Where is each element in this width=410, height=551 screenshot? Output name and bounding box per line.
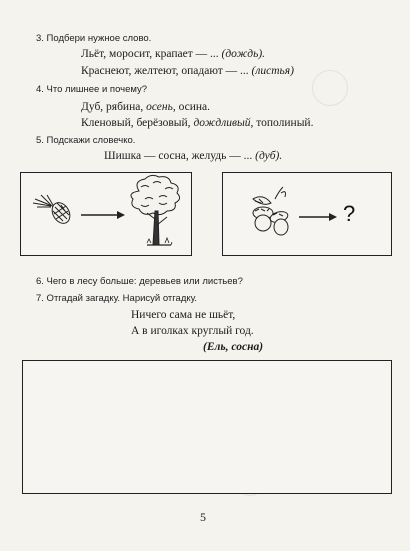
pinecone-to-pine-illustration [21,173,191,255]
task4-line2-odd-word: дождливый [193,117,251,129]
acorn-illustration [223,173,343,255]
panel-pinecone-tree [20,172,192,256]
task3-line1-text: Льёт, моросит, крапает — ... [81,48,222,60]
task4-line2 [81,117,313,129]
task3-line2-text: Краснеют, желтеют, опадают — ... [81,65,252,77]
panel-acorn-question [222,172,392,256]
acorn-icon [253,187,289,235]
task3-label: 3. Подбери нужное слово. [36,33,152,44]
task4-label: 4. Что лишнее и почему? [36,84,148,95]
task4-line2-part-c: , тополиный. [250,117,314,129]
pine-tree-icon [131,175,180,245]
task4-line1-part-a: Дуб, рябина, [81,101,147,113]
riddle-answer: (Ель, сосна) [203,341,264,353]
riddle-line-1: Ничего сама не шьёт, [131,309,236,321]
bleed-through-shape [312,70,348,106]
task4-line2-part-a: Кленовый, берёзовый, [81,117,194,129]
pinecone-icon [33,195,73,227]
task5-line-answer: (дуб). [255,150,283,162]
task4-line1-part-c: , осина. [172,101,211,113]
page-number: 5 [200,510,206,524]
task5-line-text: Шишка — сосна, желудь — ... [104,150,256,162]
task6-label: 6. Чего в лесу больше: деревьев или листьев? [36,276,243,287]
task3-line1-answer: (дождь). [221,48,266,60]
question-mark: ? [343,201,356,226]
riddle-line-2: А в иголках круглый год. [131,325,254,337]
task3-line2-answer: (листья) [251,65,294,77]
task7-label: 7. Отгадай загадку. Нарисуй отгадку. [36,293,198,304]
task3-line2 [81,65,294,77]
task4-line1 [81,101,210,113]
task5-label: 5. Подскажи словечко. [36,135,136,146]
task4-line1-odd-word: осень [146,101,173,113]
task3-line1 [81,48,265,60]
drawing-answer-box[interactable] [22,360,392,494]
task5-line [104,150,282,162]
